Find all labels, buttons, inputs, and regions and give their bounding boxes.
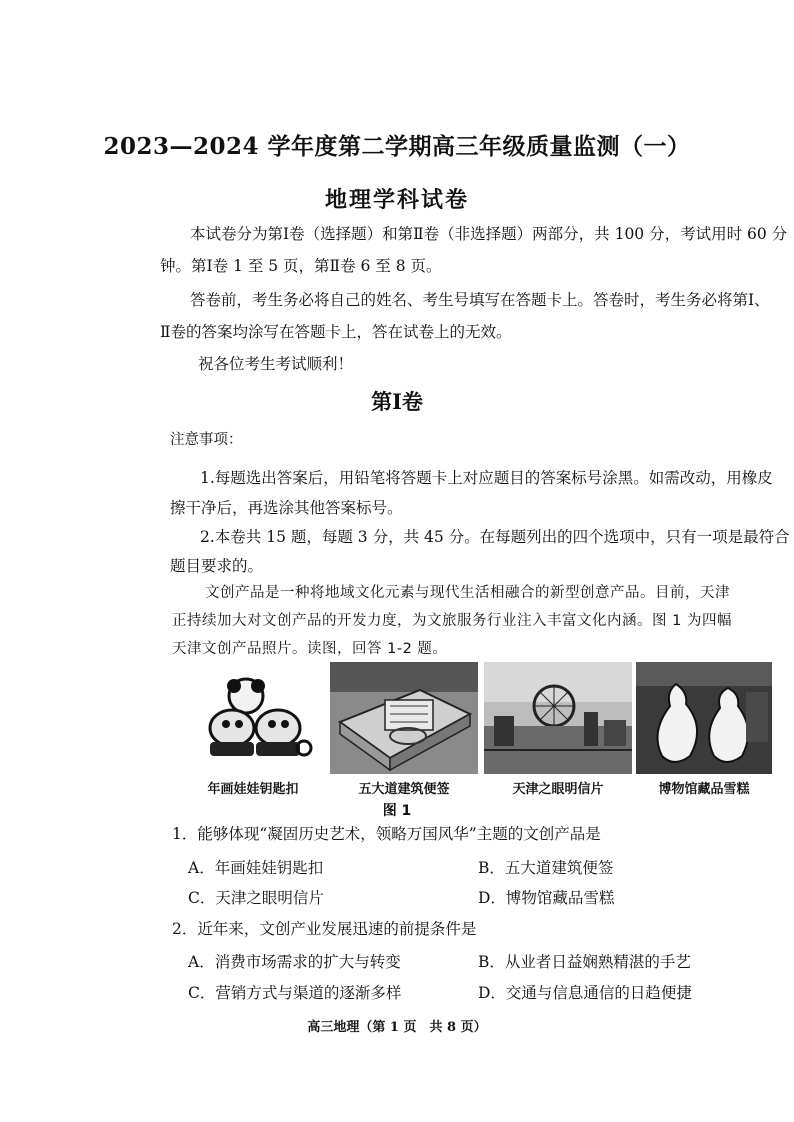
caption-museum-icecream: 博物馆藏品雪糕: [658, 782, 750, 797]
question-2-option-d[interactable]: D．交通与信息通信的日趋便捷: [478, 984, 692, 1002]
intro-line-4: Ⅱ卷的答案均涂写在答题卡上，答在试卷上的无效。: [160, 323, 512, 341]
question-2-stem: 2．近年来，文创产业发展迅速的前提条件是: [172, 920, 477, 938]
intro-line-3: 答卷前，考生务必将自己的姓名、考生号填写在答题卡上。答卷时，考生务必将第Ⅰ、: [190, 291, 770, 309]
caption-keychain: 年画娃娃钥匙扣: [207, 782, 299, 797]
notice-1-line-1: 1.每题选出答案后，用铅笔将答题卡上对应题目的答案标号涂黑。如需改动，用橡皮: [200, 469, 773, 487]
passage-line-2: 正持续加大对文创产品的开发力度，为文旅服务行业注入丰富文化内涵。图 1 为四幅: [172, 613, 732, 629]
question-1-option-a[interactable]: A．年画娃娃钥匙扣: [188, 859, 324, 877]
exam-title: 2023—2024 学年度第二学期高三年级质量监测（一）: [103, 133, 691, 160]
notice-2-line-1: 2.本卷共 15 题，每题 3 分，共 45 分。在每题列出的四个选项中，只有一项是最符合: [200, 528, 790, 546]
photo-museum-icecream: [636, 662, 772, 774]
passage-line-1: 文创产品是一种将地域文化元素与现代生活相融合的新型创意产品。目前，天津: [205, 585, 730, 601]
caption-building-notes: 五大道建筑便签: [358, 782, 450, 797]
question-1-option-b[interactable]: B．五大道建筑便签: [478, 859, 614, 877]
exam-subtitle: 地理学科试卷: [324, 187, 469, 213]
photo-keychain: [184, 662, 322, 774]
question-1-stem: 1．能够体现“凝固历史艺术，领略万国风华”主题的文创产品是: [172, 825, 601, 843]
question-2-option-a[interactable]: A．消费市场需求的扩大与转变: [188, 953, 401, 971]
notice-label: 注意事项：: [170, 432, 243, 448]
caption-postcard: 天津之眼明信片: [512, 782, 604, 797]
notice-2-line-2: 题目要求的。: [170, 557, 264, 575]
page-footer: 高三地理（第 1 页 共 8 页）: [307, 1020, 487, 1035]
passage-line-3: 天津文创产品照片。读图，回答 1-2 题。: [172, 641, 448, 657]
intro-line-2: 钟。第Ⅰ卷 1 至 5 页，第Ⅱ卷 6 至 8 页。: [160, 257, 442, 275]
photo-building-notes: [330, 662, 478, 774]
intro-blessing: 祝各位考生考试顺利！: [198, 355, 354, 373]
section-title: 第Ⅰ卷: [371, 389, 423, 414]
figure-label: 图 1: [382, 803, 412, 819]
question-1-option-d[interactable]: D．博物馆藏品雪糕: [478, 889, 615, 907]
question-2-option-b[interactable]: B．从业者日益娴熟精湛的手艺: [478, 953, 691, 971]
photo-postcard: [484, 662, 632, 774]
question-1-option-c[interactable]: C．天津之眼明信片: [188, 889, 324, 907]
notice-1-line-2: 擦干净后，再选涂其他答案标号。: [170, 499, 403, 517]
intro-line-1: 本试卷分为第Ⅰ卷（选择题）和第Ⅱ卷（非选择题）两部分，共 100 分，考试用时 60 分: [190, 225, 788, 243]
question-2-option-c[interactable]: C．营销方式与渠道的逐渐多样: [188, 984, 402, 1002]
